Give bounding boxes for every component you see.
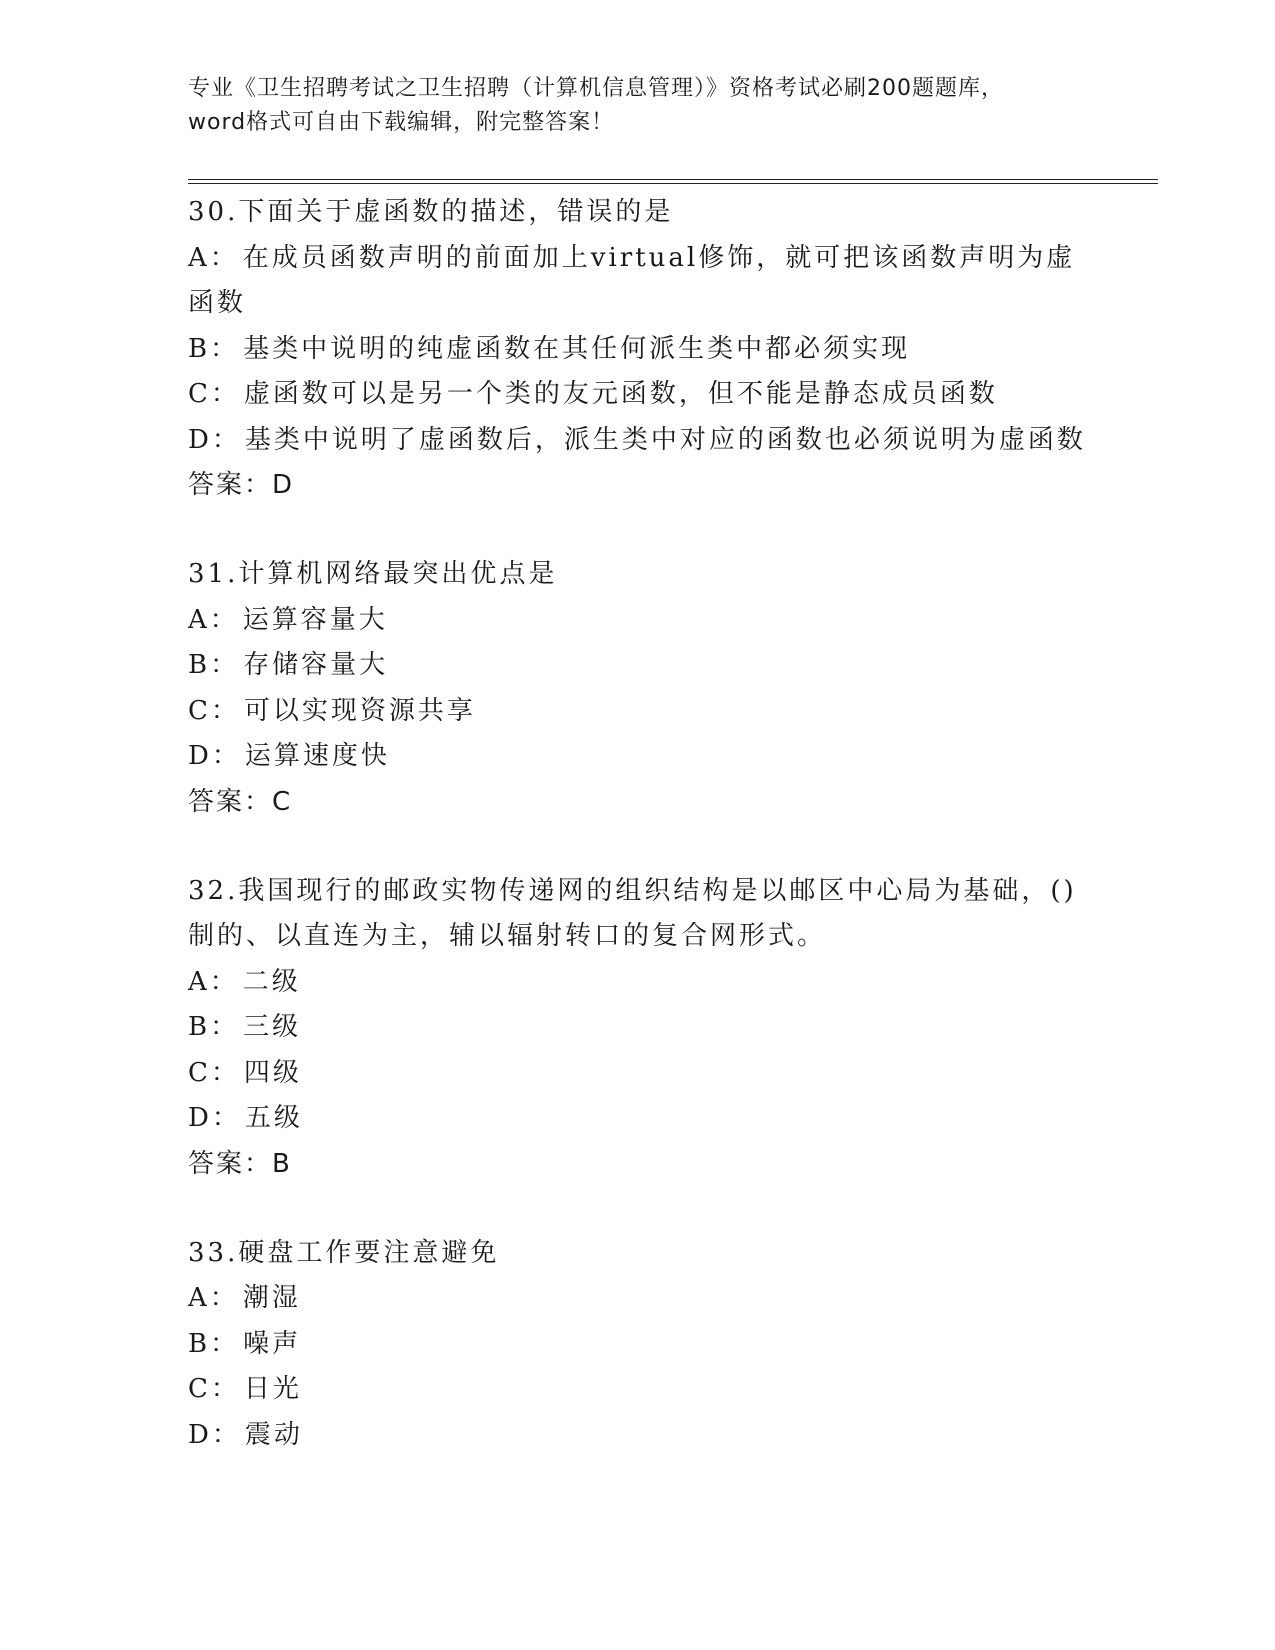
document-header (188, 72, 1088, 140)
option-label: A： (188, 966, 239, 997)
question-item (188, 190, 1088, 508)
option-label: B： (188, 1012, 240, 1042)
option-label: B： (188, 650, 240, 680)
option-a (188, 598, 1088, 644)
option-label: D： (188, 1103, 241, 1133)
header-line-2: word格式可自由下载编辑，附完整答案！ (188, 110, 615, 135)
option-label: C： (188, 379, 240, 409)
option-a (188, 960, 1088, 1006)
option-b (188, 327, 1088, 373)
option-text: 日光 (243, 1374, 302, 1404)
option-label: D： (188, 424, 241, 455)
option-d (188, 1413, 1088, 1459)
option-text: 噪声 (243, 1328, 302, 1359)
header-line-1: 专业《卫生招聘考试之卫生招聘（计算机信息管理）》资格考试必刷200题题库， (188, 76, 1004, 101)
option-b (188, 1005, 1088, 1051)
option-label: A： (188, 242, 239, 273)
option-text: 潮湿 (242, 1283, 301, 1313)
option-c (188, 689, 1088, 735)
option-text: 在成员函数声明的前面加上virtual修饰，就可把该函数声明为虚函数 (188, 242, 1076, 318)
option-c (188, 1051, 1088, 1097)
option-text: 五级 (244, 1103, 303, 1133)
option-d (188, 734, 1088, 780)
option-label: C： (188, 1057, 240, 1088)
question-stem: 31.计算机网络最突出优点是 (188, 559, 558, 589)
option-label: B： (188, 1328, 240, 1359)
question-item (188, 869, 1088, 1187)
question-item (188, 552, 1088, 825)
question-stem: 33.硬盘工作要注意避免 (188, 1237, 500, 1268)
option-label: C： (188, 695, 240, 726)
option-text: 可以实现资源共享 (243, 695, 476, 726)
option-d (188, 418, 1088, 464)
question-item (188, 1231, 1088, 1459)
answer-line: 答案：C (188, 786, 293, 817)
option-b (188, 643, 1088, 689)
answer-line: 答案：B (188, 1148, 292, 1179)
option-label: D： (188, 741, 241, 771)
option-text: 运算容量大 (242, 604, 388, 635)
option-label: C： (188, 1374, 240, 1404)
option-b (188, 1322, 1088, 1368)
question-stem: 30.下面关于虚函数的描述，错误的是 (188, 197, 674, 227)
option-text: 三级 (243, 1012, 302, 1042)
option-d (188, 1096, 1088, 1142)
option-label: B： (188, 333, 240, 364)
option-text: 运算速度快 (244, 741, 390, 771)
header-double-rule (188, 179, 1158, 184)
option-a (188, 236, 1088, 327)
option-text: 基类中说明的纯虚函数在其任何派生类中都必须实现 (243, 333, 911, 364)
option-a (188, 1276, 1088, 1322)
option-label: D： (188, 1419, 241, 1450)
option-text: 震动 (244, 1419, 303, 1450)
option-text: 存储容量大 (243, 650, 389, 680)
question-stem: 32.我国现行的邮政实物传递网的组织结构是以邮区中心局为基础，()制的、以直连为主，辅以辐射转口的复合网形式。 (188, 875, 1077, 951)
option-label: A： (188, 1283, 239, 1313)
option-c (188, 1367, 1088, 1413)
question-list (188, 190, 1088, 1502)
answer-line: 答案：D (188, 470, 295, 500)
option-label: A： (188, 604, 239, 635)
option-c (188, 372, 1088, 418)
option-text: 基类中说明了虚函数后，派生类中对应的函数也必须说明为虚函数 (244, 424, 1086, 455)
option-text: 二级 (242, 966, 301, 997)
option-text: 虚函数可以是另一个类的友元函数，但不能是静态成员函数 (243, 379, 998, 409)
option-text: 四级 (243, 1057, 302, 1088)
